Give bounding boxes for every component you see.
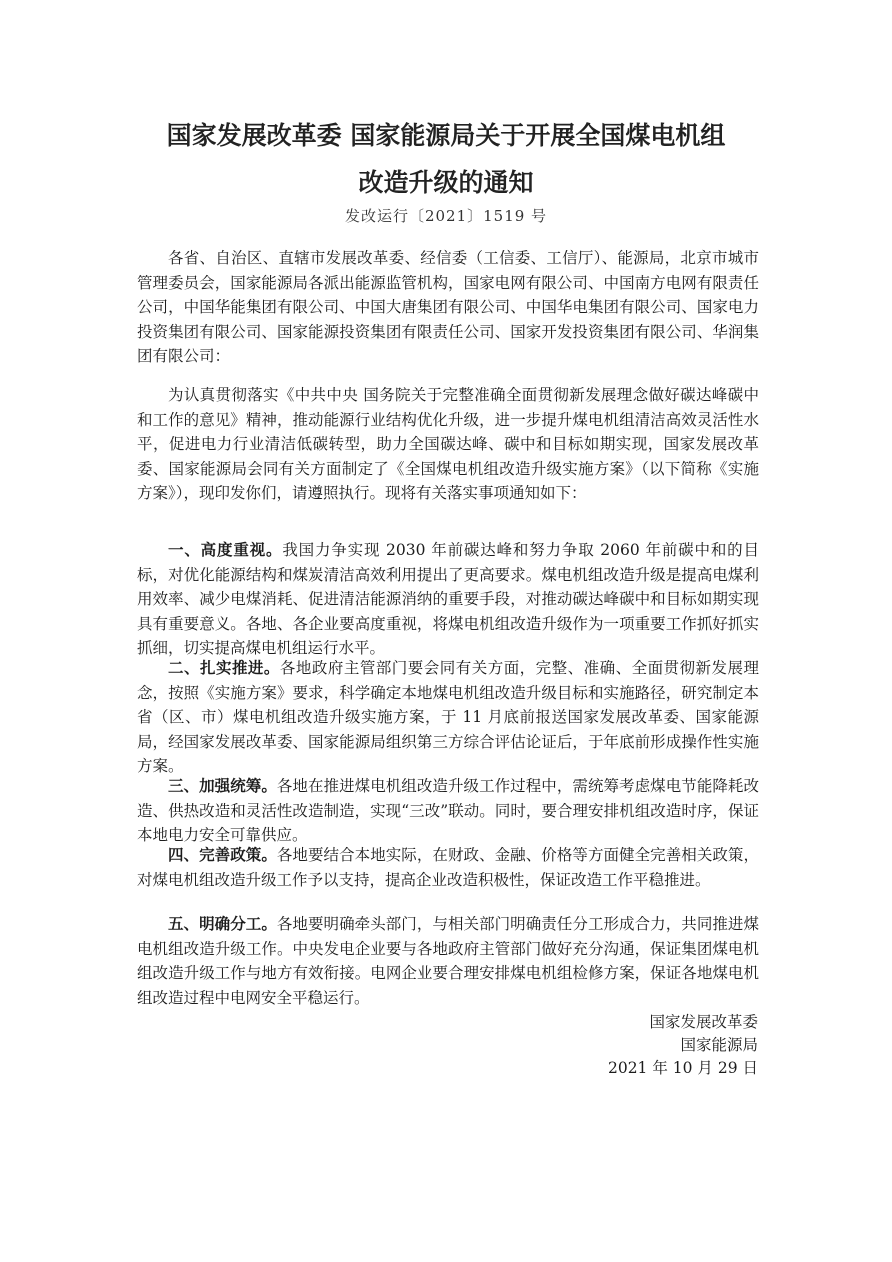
section-4-paragraph [137,843,759,892]
section-5-paragraph [137,912,759,1010]
section-1-heading: 一、高度重视。 [168,540,283,559]
document-number: 发改运行〔2021〕1519 号 [344,207,548,225]
section-2-heading: 二、扎实推进。 [168,658,280,677]
signature-org-ndrc: 国家发展改革委 [649,1013,758,1031]
section-1-paragraph [137,538,759,661]
section-2-body: 各地政府主管部门要会同有关方面，完整、准确、全面贯彻新发展理念，按照《实施方案》要求，科学确定本地煤电机组改造升级目标和实施路径，研究制定本省（区、市）煤电机组改造升级实施方案，于 11 月底前报送国家发展改革委、国家能源局，经国家发展改革委、国家能源局组织第三方综合评估论证后，于年底前形成操作性实施方案。 [137,659,759,776]
title-line-2: 改造升级的通知 [358,168,534,197]
signature-date: 2021 年 10 月 29 日 [607,1059,758,1077]
section-3-body: 各地在推进煤电机组改造升级工作过程中，需统筹考虑煤电节能降耗改造、供热改造和灵活性改造制造，实现“三改”联动。同时，要合理安排机组改造时序，保证本地电力安全可靠供应。 [137,777,759,845]
title-line-1: 国家发展改革委 国家能源局关于开展全国煤电机组 [166,121,726,150]
section-5-body: 各地要明确牵头部门，与相关部门明确责任分工形成合力，共同推进煤电机组改造升级工作。中央发电企业要与各地政府主管部门做好充分沟通，保证集团煤电机组改造升级工作与地方有效衔接。电网企业要合理安排煤电机组检修方案，保证各地煤电机组改造过程中电网安全平稳运行。 [137,915,759,1007]
section-1-body: 我国力争实现 2030 年前碳达峰和努力争取 2060 年前碳中和的目标，对优化能源结构和煤炭清洁高效利用提出了更高要求。煤电机组改造升级是提高电煤利用效率、减少电煤消耗、促进清洁能源消纳的重要手段，对推动碳达峰碳中和目标如期实现具有重要意义。各地、各企业要高度重视，将煤电机组改造升级作为一项重要工作抓好抓实抓细，切实提高煤电机组运行水平。 [137,541,759,658]
section-4-body: 各地要结合本地实际，在财政、金融、价格等方面健全完善相关政策，对煤电机组改造升级工作予以支持，提高企业改造积极性，保证改造工作平稳推进。 [137,846,759,889]
section-3-paragraph [137,774,759,848]
section-2-paragraph [137,656,759,779]
addressees-paragraph: 各省、自治区、直辖市发展改革委、经信委（工信委、工信厅）、能源局，北京市城市管理委员会，国家能源局各派出能源监管机构，国家电网有限公司、中国南方电网有限责任公司，中国华能集团有限公司、中国大唐集团有限公司、中国华电集团有限公司、国家电力投资集团有限公司、国家能源投资集团有限责任公司、国家开发投资集团有限公司、华润集团有限公司： [137,249,759,366]
section-3-heading: 三、加强统筹。 [168,776,277,795]
intro-paragraph: 为认真贯彻落实《中共中央 国务院关于完整准确全面贯彻新发展理念做好碳达峰碳中和工作的意见》精神，推动能源行业结构优化升级，进一步提升煤电机组清洁高效灵活性水平，促进电力行业清洁低碳转型，助力全国碳达峰、碳中和目标如期实现，国家发展改革委、国家能源局会同有关方面制定了《全国煤电机组改造升级实施方案》（以下简称《实施方案》），现印发你们，请遵照执行。现将有关落实事项通知如下： [137,386,759,503]
signature-org-nea: 国家能源局 [680,1036,758,1054]
section-5-heading: 五、明确分工。 [168,914,277,933]
section-4-heading: 四、完善政策。 [168,845,277,864]
